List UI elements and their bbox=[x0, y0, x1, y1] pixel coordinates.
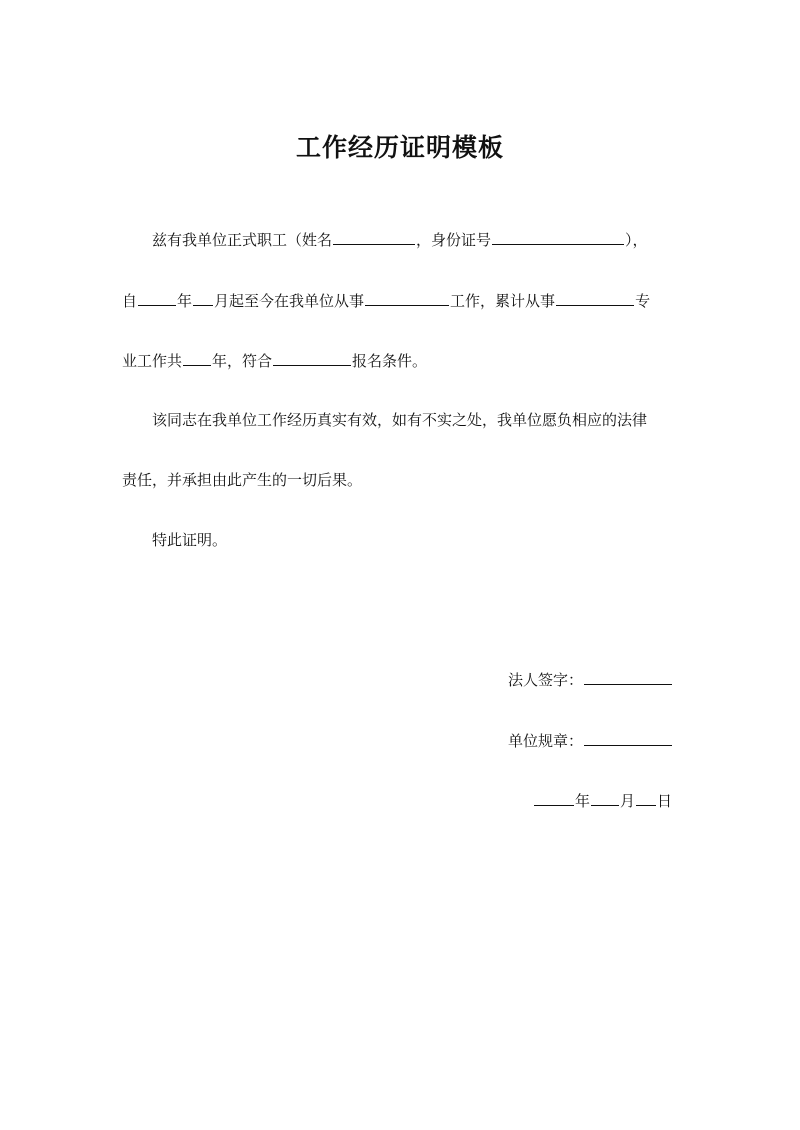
job-type-blank[interactable] bbox=[365, 290, 449, 306]
text-segment: 专 bbox=[635, 292, 651, 310]
legal-rep-label: 法人签字： bbox=[508, 671, 584, 689]
years-blank[interactable] bbox=[183, 350, 211, 366]
start-month-blank[interactable] bbox=[193, 290, 213, 306]
document-title: 工作经历证明模板 bbox=[295, 133, 504, 162]
text-segment: 自 bbox=[122, 292, 138, 310]
legal-rep-signature-blank[interactable] bbox=[584, 669, 672, 685]
unit-seal-blank[interactable] bbox=[584, 730, 672, 746]
text-segment: 年，符合 bbox=[212, 352, 273, 370]
month-label: 月 bbox=[620, 792, 636, 810]
date-month-blank[interactable] bbox=[591, 790, 619, 806]
specialty-blank[interactable] bbox=[556, 290, 634, 306]
text-segment: ）， bbox=[625, 231, 648, 249]
text-segment: 工作，累计从事 bbox=[450, 292, 556, 310]
day-label: 日 bbox=[657, 792, 673, 810]
unit-seal-row bbox=[508, 730, 673, 751]
qualification-blank[interactable] bbox=[273, 350, 351, 366]
date-day-blank[interactable] bbox=[636, 790, 656, 806]
year-label: 年 bbox=[575, 792, 591, 810]
start-year-blank[interactable] bbox=[138, 290, 176, 306]
legal-rep-signature-row bbox=[508, 669, 673, 690]
text-segment: 月起至今在我单位从事 bbox=[214, 292, 365, 310]
id-number-blank[interactable] bbox=[492, 229, 624, 245]
seal-label: 单位规章： bbox=[508, 732, 584, 750]
text-segment: ，身份证号 bbox=[416, 231, 492, 249]
name-blank[interactable] bbox=[333, 229, 415, 245]
para1-line1 bbox=[152, 229, 648, 250]
para1-line3 bbox=[122, 350, 427, 371]
para2-line1: 该同志在我单位工作经历真实有效，如有不实之处，我单位愿负相应的法律 bbox=[152, 411, 648, 429]
date-year-blank[interactable] bbox=[534, 790, 574, 806]
para2-line2: 责任，并承担由此产生的一切后果。 bbox=[122, 471, 363, 489]
text-segment: 年 bbox=[177, 292, 193, 310]
text-segment: 兹有我单位正式职工（姓名 bbox=[152, 231, 333, 249]
text-segment: 报名条件。 bbox=[352, 352, 428, 370]
text-segment: 业工作共 bbox=[122, 352, 183, 370]
para3-line: 特此证明。 bbox=[152, 531, 228, 549]
para1-line2 bbox=[122, 290, 650, 311]
date-row bbox=[533, 790, 672, 811]
